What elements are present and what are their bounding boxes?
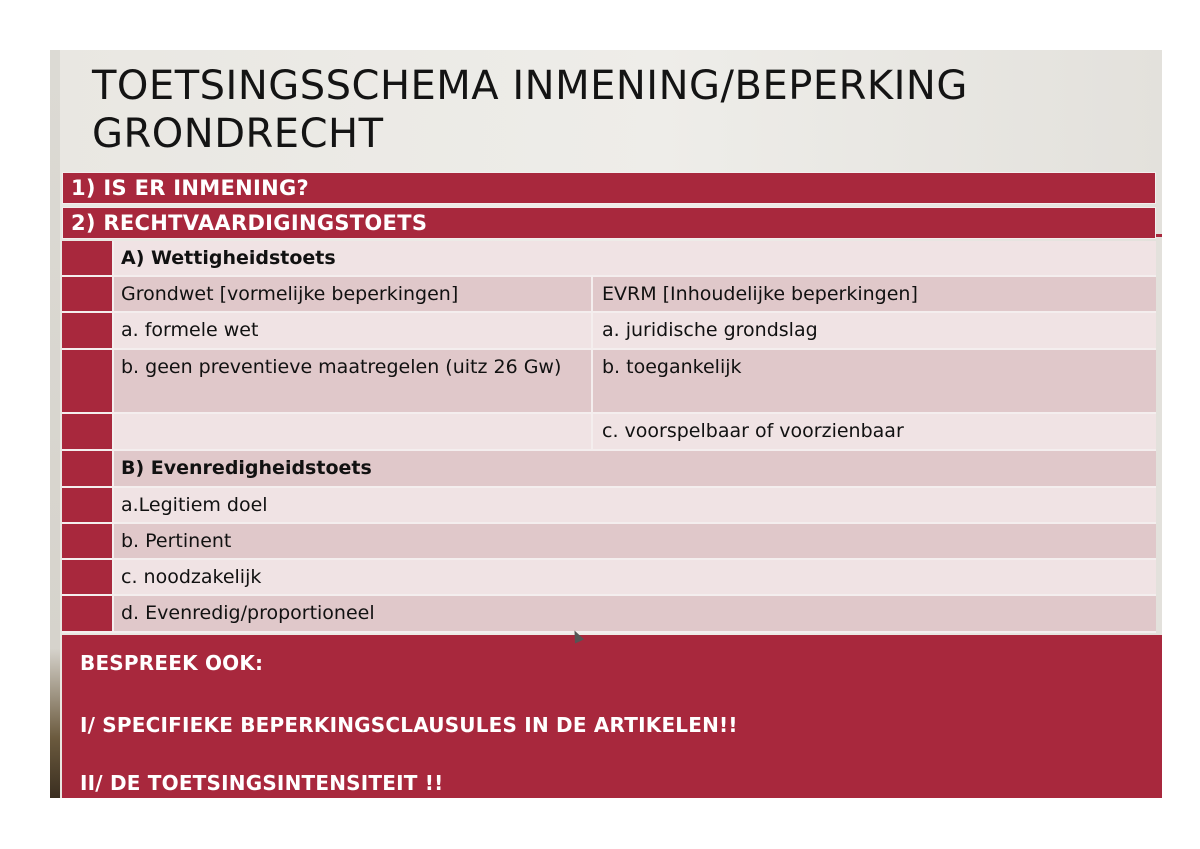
table-row: [62, 350, 1156, 414]
column-header-evrm: EVRM [Inhoudelijke beperkingen]: [591, 277, 1156, 311]
row-marker: [62, 414, 114, 451]
table-row: [62, 414, 1156, 451]
table-row: [62, 524, 1156, 560]
grondwet-item: a. formele wet: [121, 319, 259, 341]
row-marker: [62, 277, 114, 313]
column-header-grondwet: Grondwet [vormelijke beperkingen]: [121, 283, 459, 305]
discussion-heading: BESPREEK OOK:: [80, 651, 264, 675]
table-row: [62, 313, 1156, 350]
row-marker: [62, 350, 114, 414]
table-row: [62, 241, 1156, 277]
slide: [50, 50, 1162, 798]
step-2-bar: 2) RECHTVAARDIGINGSTOETS: [62, 207, 1156, 239]
row-marker: [62, 524, 114, 560]
section-b-heading: B) Evenredigheidstoets: [121, 457, 372, 479]
evrm-item: b. toegankelijk: [591, 350, 1156, 412]
grondwet-item: [121, 414, 591, 449]
evrm-item: c. voorspelbaar of voorzienbaar: [591, 414, 1156, 449]
table-row: [62, 560, 1156, 596]
table-row: [62, 451, 1156, 488]
evenredigheid-item: a.Legitiem doel: [121, 494, 268, 516]
row-marker: [62, 560, 114, 596]
evenredigheid-item: b. Pertinent: [121, 530, 232, 552]
step-1-bar: 1) IS ER INMENING?: [62, 172, 1156, 204]
row-marker: [62, 596, 114, 633]
row-marker: [62, 451, 114, 488]
section-a-heading: A) Wettigheidstoets: [121, 247, 336, 269]
grondwet-item: b. geen preventieve maatregelen (uitz 26 Gw): [121, 356, 562, 378]
row-marker: [62, 241, 114, 277]
discussion-box: [62, 635, 1162, 798]
table-row: [62, 596, 1156, 633]
row-marker: [62, 313, 114, 350]
table-row: [62, 277, 1156, 313]
discussion-point-2: II/ DE TOETSINGSINTENSITEIT !!: [80, 771, 444, 795]
evrm-item: a. juridische grondslag: [591, 313, 1156, 348]
evenredigheid-item: d. Evenredig/proportioneel: [121, 602, 375, 624]
discussion-point-1: I/ SPECIFIEKE BEPERKINGSCLAUSULES IN DE ARTIKELEN!!: [80, 713, 738, 737]
decorative-tick: [1156, 234, 1162, 237]
evenredigheid-item: c. noodzakelijk: [121, 566, 262, 588]
row-marker: [62, 488, 114, 524]
slide-title: TOETSINGSSCHEMA INMENING/BEPERKING GRONDRECHT: [92, 63, 968, 157]
slide-edge-strip: [50, 50, 60, 798]
table-row: [62, 488, 1156, 524]
